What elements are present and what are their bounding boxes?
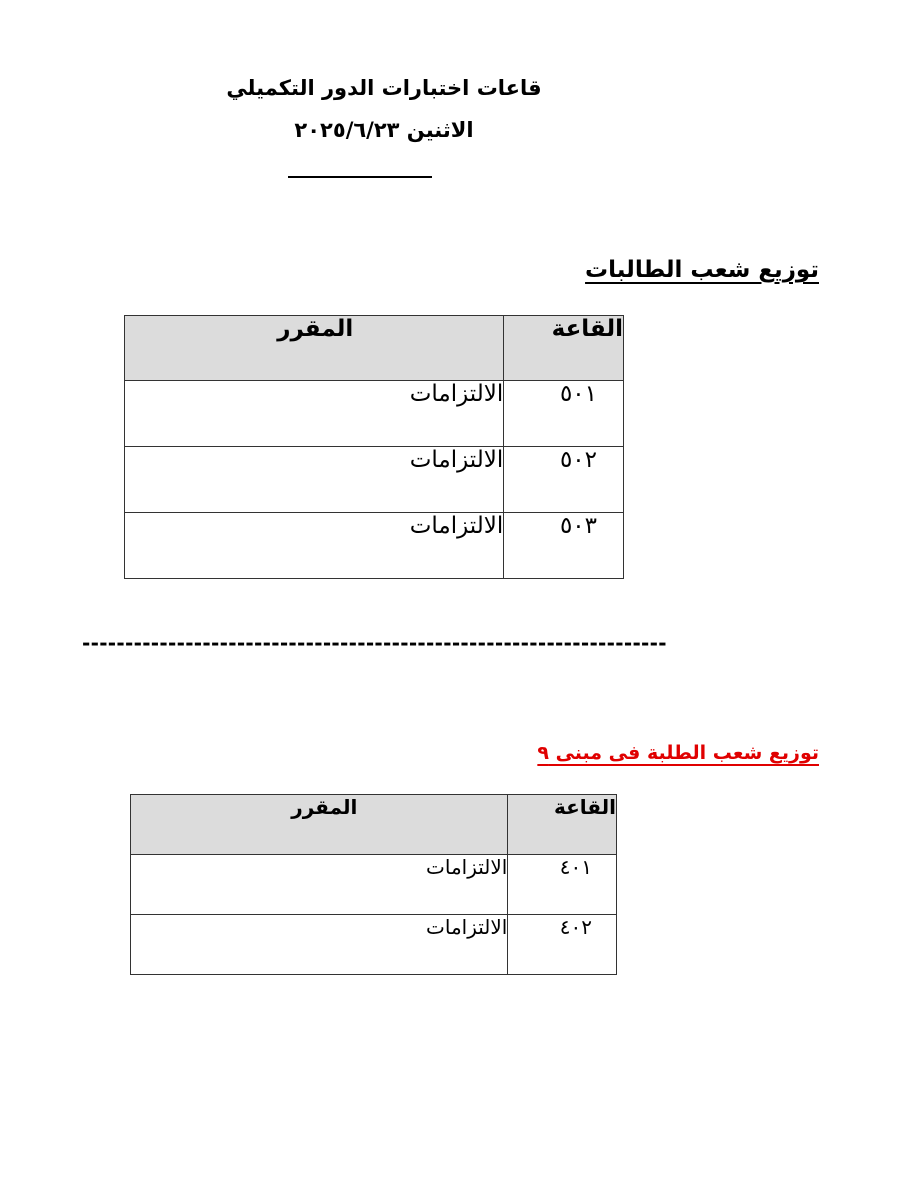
female-sections-heading: توزيع شعب الطالبات [585, 257, 819, 283]
table-header-row [125, 316, 624, 381]
room-number: ٤٠١ [508, 855, 617, 915]
dashed-separator: -------------------------------------------------------------------- [82, 631, 667, 655]
course-name: الالتزامات [131, 855, 508, 915]
room-number: ٥٠١ [504, 381, 624, 447]
table-row [125, 381, 624, 447]
room-column-header: القاعة [508, 795, 617, 855]
course-column-header: المقرر [131, 795, 508, 855]
room-column-header: القاعة [504, 316, 624, 381]
female-rooms-table [124, 315, 624, 579]
room-number: ٤٠٢ [508, 915, 617, 975]
course-name: الالتزامات [125, 381, 504, 447]
exam-date: الاثنين ٢٠٢٥/٦/٢٣ [294, 118, 474, 142]
table-row [125, 513, 624, 579]
table-row [125, 447, 624, 513]
male-rooms-table [130, 794, 617, 975]
title-underline-divider [288, 176, 432, 178]
male-sections-heading: توزيع شعب الطلبة فى مبنى ٩ [537, 742, 819, 764]
table-header-row [131, 795, 617, 855]
course-name: الالتزامات [125, 513, 504, 579]
course-name: الالتزامات [125, 447, 504, 513]
room-number: ٥٠٣ [504, 513, 624, 579]
course-name: الالتزامات [131, 915, 508, 975]
room-number: ٥٠٢ [504, 447, 624, 513]
course-column-header: المقرر [125, 316, 504, 381]
table-row [131, 915, 617, 975]
table-row [131, 855, 617, 915]
document-title: قاعات اختبارات الدور التكميلي [226, 76, 542, 100]
